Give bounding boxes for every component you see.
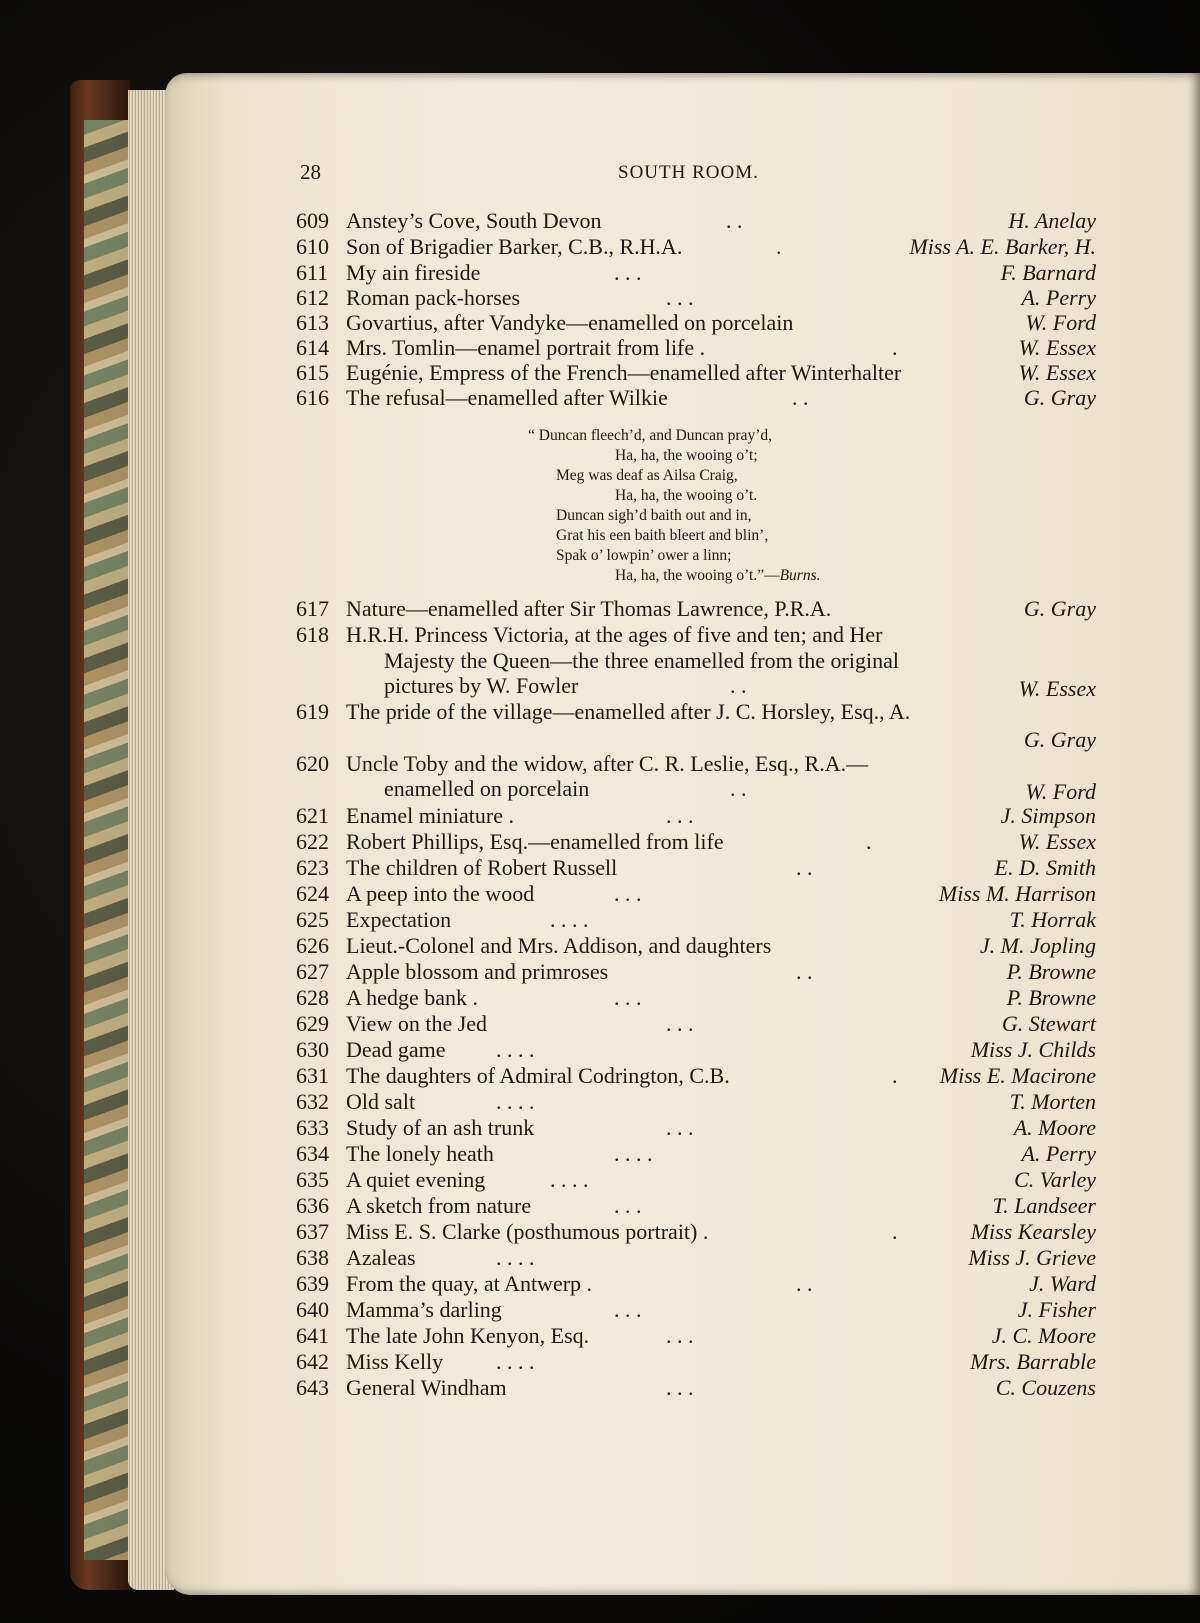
entry-artist: W. Essex — [1018, 829, 1096, 854]
catalogue-entry — [296, 855, 1096, 881]
entry-title: A quiet evening — [346, 1167, 486, 1192]
leader-dots: . . . . — [496, 1037, 535, 1062]
entry-number: 632 — [296, 1089, 329, 1114]
entry-number: 612 — [296, 285, 329, 310]
entry-number: 631 — [296, 1063, 329, 1088]
entry-number: 623 — [296, 855, 329, 880]
entry-artist: F. Barnard — [1000, 260, 1096, 285]
entry-artist: T. Horrak — [1009, 907, 1096, 932]
entry-artist: Miss Kearsley — [970, 1219, 1096, 1244]
entry-number: 621 — [296, 803, 329, 828]
entry-artist: C. Varley — [1014, 1167, 1096, 1192]
entry-title: H.R.H. Princess Victoria, at the ages of five and ten; and Her — [346, 622, 883, 647]
poem-attribution: Burns. — [779, 567, 821, 584]
catalogue-entry — [296, 1011, 1096, 1037]
entry-number: 611 — [296, 260, 329, 285]
leader-dots: . — [892, 1063, 898, 1088]
leader-dots: . . . — [666, 285, 694, 310]
poem-line: Ha, ha, the wooing o’t; — [615, 447, 758, 464]
entry-title: Mrs. Tomlin—enamel portrait from life . — [346, 335, 706, 360]
catalogue-entry — [296, 1193, 1096, 1219]
catalogue-entry — [296, 1141, 1096, 1167]
poem-line: Duncan sigh’d baith out and in, — [556, 507, 752, 524]
entry-artist: E. D. Smith — [994, 855, 1096, 880]
poem-line: Meg was deaf as Ailsa Craig, — [556, 467, 738, 484]
leader-dots: . . . . — [496, 1245, 535, 1270]
entry-number: 618 — [296, 622, 329, 647]
leader-dots: . — [892, 1219, 898, 1244]
entry-title: Expectation — [346, 907, 452, 932]
entry-number: 638 — [296, 1245, 329, 1270]
entry-artist: A. Perry — [1021, 1141, 1096, 1166]
entry-number: 629 — [296, 1011, 329, 1036]
entry-title: From the quay, at Antwerp . — [346, 1271, 593, 1296]
leader-dots: . . — [730, 776, 747, 801]
entry-artist: G. Gray — [1023, 596, 1096, 621]
page-number: 28 — [300, 160, 321, 184]
entry-artist: J. Ward — [1029, 1271, 1096, 1296]
entry-artist: J. Simpson — [1000, 803, 1096, 828]
catalogue-entry — [296, 360, 1096, 386]
catalogue-entry — [296, 622, 1096, 648]
entry-artist: W. Ford — [1025, 779, 1096, 804]
leader-dots: . — [776, 234, 782, 259]
entry-number: 609 — [296, 208, 329, 233]
entry-title: Eugénie, Empress of the French—enamelled after Winterhalter — [346, 360, 902, 385]
leader-dots: . . — [796, 959, 813, 984]
catalogue-entry — [296, 933, 1096, 959]
catalogue-entry — [296, 1375, 1096, 1401]
leader-dots: . — [892, 335, 898, 360]
poem-last-line: Ha, ha, the wooing o’t.”— — [615, 567, 780, 584]
entry-number: 628 — [296, 985, 329, 1010]
entry-title: Son of Brigadier Barker, C.B., R.H.A. — [346, 234, 683, 259]
catalogue-entry — [296, 385, 1096, 411]
entry-number: 633 — [296, 1115, 329, 1140]
entry-number: 614 — [296, 335, 329, 360]
entry-title: The lonely heath — [346, 1141, 494, 1166]
entry-title: The children of Robert Russell — [346, 855, 618, 880]
catalogue-entry — [296, 260, 1096, 286]
catalogue-entry — [296, 985, 1096, 1011]
entry-title: The refusal—enamelled after Wilkie — [346, 385, 668, 410]
entry-number: 635 — [296, 1167, 329, 1192]
leader-dots: . . — [796, 855, 813, 880]
entry-title: My ain fireside — [346, 260, 481, 285]
entry-number: 643 — [296, 1375, 329, 1400]
entry-artist: Miss M. Harrison — [938, 881, 1096, 906]
entry-title: Anstey’s Cove, South Devon — [346, 208, 602, 233]
entry-number: 613 — [296, 310, 329, 335]
leader-dots: . . . — [666, 1375, 694, 1400]
entry-number: 630 — [296, 1037, 329, 1062]
entry-artist: A. Perry — [1021, 285, 1096, 310]
entry-number: 622 — [296, 829, 329, 854]
catalogue-entry — [296, 208, 1096, 234]
leader-dots: . . . — [614, 985, 642, 1010]
leader-dots: . . . . — [496, 1349, 535, 1374]
leader-dots: . . — [796, 1271, 813, 1296]
entry-number: 641 — [296, 1323, 329, 1348]
entry-artist: T. Morten — [1009, 1089, 1096, 1114]
leader-dots: . . . . — [550, 907, 589, 932]
leader-dots: . . . — [666, 1323, 694, 1348]
leader-dots: . . — [726, 208, 743, 233]
entry-title: Miss E. S. Clarke (posthumous portrait) . — [346, 1219, 709, 1244]
entry-number: 616 — [296, 385, 329, 410]
catalogue-entry — [296, 1245, 1096, 1271]
entry-artist: W. Ford — [1025, 310, 1096, 335]
entry-title: Miss Kelly — [346, 1349, 444, 1374]
poem-line: Ha, ha, the wooing o’t. — [615, 487, 758, 504]
entry-title: A sketch from nature — [346, 1193, 532, 1218]
catalogue-entry — [296, 1037, 1096, 1063]
poem-line — [615, 566, 821, 586]
entry-artist: J. Fisher — [1017, 1297, 1096, 1322]
leader-dots: . . — [792, 385, 809, 410]
entry-artist: Miss J. Childs — [970, 1037, 1096, 1062]
entry-number: 626 — [296, 933, 329, 958]
catalogue-entry — [296, 881, 1096, 907]
catalogue-entry — [296, 699, 1096, 725]
leader-dots: . . . — [614, 260, 642, 285]
entry-artist: P. Browne — [1006, 959, 1096, 984]
entry-artist: A. Moore — [1013, 1115, 1096, 1140]
catalogue-entry — [296, 310, 1096, 336]
entry-artist: Miss J. Grieve — [968, 1245, 1096, 1270]
entry-number: 620 — [296, 751, 329, 776]
entry-title: View on the Jed — [346, 1011, 488, 1036]
entry-title: Roman pack-horses — [346, 285, 521, 310]
entry-artist: T. Landseer — [992, 1193, 1096, 1218]
poem-line: Spak o’ lowpin’ ower a linn; — [556, 547, 732, 564]
entry-artist: G. Gray — [1023, 727, 1096, 752]
catalogue-entry — [296, 959, 1096, 985]
entry-title: Old salt — [346, 1089, 416, 1114]
entry-title: Nature—enamelled after Sir Thomas Lawrence, P.R.A. — [346, 596, 832, 621]
entry-number: 610 — [296, 234, 329, 259]
entry-title: Robert Phillips, Esq.—enamelled from life — [346, 829, 724, 854]
entry-title: Dead game — [346, 1037, 446, 1062]
entry-artist: W. Essex — [1018, 676, 1096, 701]
leader-dots: . — [866, 829, 872, 854]
catalogue-entry — [296, 829, 1096, 855]
catalogue-entry — [296, 803, 1096, 829]
catalogue-entry — [296, 1349, 1096, 1375]
entry-title: Study of an ash trunk — [346, 1115, 535, 1140]
catalogue-entry — [296, 751, 1096, 777]
catalogue-entry — [296, 234, 1096, 260]
entry-artist: C. Couzens — [995, 1375, 1096, 1400]
entry-title: Enamel miniature . — [346, 803, 514, 828]
catalogue-entry — [296, 1271, 1096, 1297]
entry-artist: Mrs. Barrable — [970, 1349, 1096, 1374]
entry-artist: Miss E. Macirone — [939, 1063, 1096, 1088]
entry-artist: P. Browne — [1006, 985, 1096, 1010]
leader-dots: . . — [730, 673, 747, 698]
entry-title: The daughters of Admiral Codrington, C.B. — [346, 1063, 730, 1088]
entry-number: 619 — [296, 699, 329, 724]
entry-number: 636 — [296, 1193, 329, 1218]
entry-title: Uncle Toby and the widow, after C. R. Leslie, Esq., R.A.— — [346, 751, 869, 776]
entry-continuation: Majesty the Queen—the three enamelled from the original — [384, 648, 899, 673]
entry-title: Lieut.-Colonel and Mrs. Addison, and daughters — [346, 933, 772, 958]
leader-dots: . . . . — [550, 1167, 589, 1192]
entry-continuation: enamelled on porcelain — [384, 776, 590, 801]
entry-number: 634 — [296, 1141, 329, 1166]
entry-artist: J. C. Moore — [991, 1323, 1096, 1348]
catalogue-entry — [296, 907, 1096, 933]
entry-continuation: pictures by W. Fowler — [384, 673, 579, 698]
catalogue-entry — [296, 335, 1096, 361]
catalogue-entry — [296, 1297, 1096, 1323]
entry-title: Apple blossom and primroses — [346, 959, 609, 984]
catalogue-entry — [296, 1219, 1096, 1245]
entry-title: Azaleas — [346, 1245, 416, 1270]
entry-number: 624 — [296, 881, 329, 906]
entry-number: 637 — [296, 1219, 329, 1244]
poem-line: “ Duncan fleech’d, and Duncan pray’d, — [528, 427, 773, 444]
leader-dots: . . . — [614, 1193, 642, 1218]
entry-number: 642 — [296, 1349, 329, 1374]
entry-number: 615 — [296, 360, 329, 385]
entry-title: General Windham — [346, 1375, 507, 1400]
entry-artist: H. Anelay — [1008, 208, 1096, 233]
catalogue-entry — [296, 285, 1096, 311]
entry-artist: G. Stewart — [1001, 1011, 1096, 1036]
running-head: SOUTH ROOM. — [618, 162, 759, 183]
leader-dots: . . . . — [614, 1141, 653, 1166]
entry-number: 625 — [296, 907, 329, 932]
poem-line: Grat his een baith bleert and blin’, — [556, 527, 769, 544]
entry-artist: J. M. Jopling — [979, 933, 1096, 958]
entry-artist: G. Gray — [1023, 385, 1096, 410]
leader-dots: . . . — [666, 803, 694, 828]
entry-artist: Miss A. E. Barker, H. — [909, 234, 1096, 259]
entry-title: The pride of the village—enamelled after J. C. Horsley, Esq., A. — [346, 699, 911, 724]
leader-dots: . . . . — [496, 1089, 535, 1114]
entry-number: 617 — [296, 596, 329, 621]
catalogue-entry — [296, 1167, 1096, 1193]
leader-dots: . . . — [614, 1297, 642, 1322]
entry-artist: W. Essex — [1018, 335, 1096, 360]
entry-artist: W. Essex — [1018, 360, 1096, 385]
entry-number: 627 — [296, 959, 329, 984]
entry-title: The late John Kenyon, Esq. — [346, 1323, 590, 1348]
entry-title: Govartius, after Vandyke—enamelled on porcelain — [346, 310, 794, 335]
catalogue-entry — [296, 1115, 1096, 1141]
entry-number: 639 — [296, 1271, 329, 1296]
catalogue-entry — [296, 1089, 1096, 1115]
leader-dots: . . . — [614, 881, 642, 906]
entry-title: A peep into the wood — [346, 881, 535, 906]
catalogue-entry — [296, 1323, 1096, 1349]
entry-number: 640 — [296, 1297, 329, 1322]
leader-dots: . . . — [666, 1115, 694, 1140]
leader-dots: . . . — [666, 1011, 694, 1036]
entry-title: A hedge bank . — [346, 985, 478, 1010]
catalogue-entry — [296, 1063, 1096, 1089]
entry-title: Mamma’s darling — [346, 1297, 502, 1322]
catalogue-entry — [296, 596, 1096, 622]
